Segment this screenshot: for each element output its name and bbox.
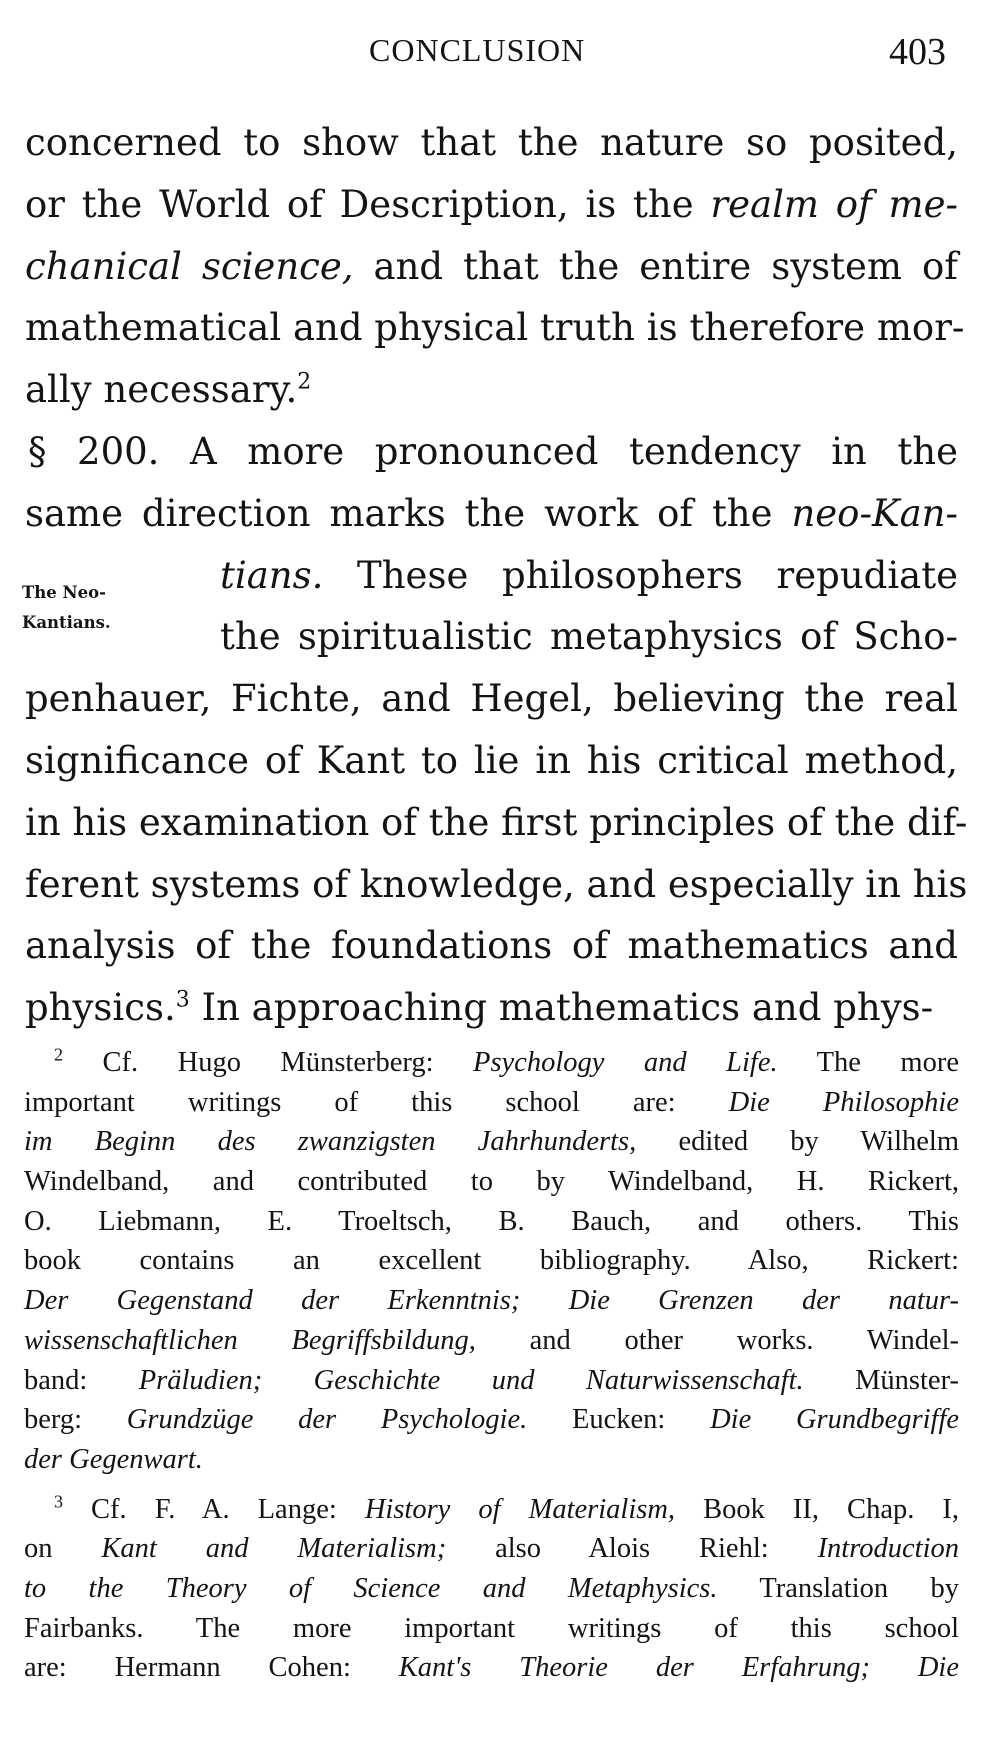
text-run: The more: [777, 1047, 959, 1078]
text-run: in his examination of the first principles of the dif-: [25, 800, 968, 844]
italic-text: Der Gegenstand der Erkenntnis; Die Grenzen der natur-: [24, 1285, 959, 1317]
page-header: [0, 32, 1000, 82]
footnote-line: [24, 1609, 959, 1649]
body-line: [25, 112, 958, 174]
italic-text: der Gegenwart.: [24, 1443, 203, 1475]
footnote-line: [24, 1162, 959, 1202]
italic-text: chanical science,: [25, 244, 354, 288]
text-run: concerned to show that the nature so posited,: [25, 121, 958, 164]
body-text: [25, 112, 968, 1039]
text-run: In approaching mathematics and phys-: [189, 986, 934, 1030]
text-run: significance of Kant to lie in his critical method,: [25, 738, 958, 782]
text-run: Translation by: [717, 1572, 960, 1604]
body-line: [25, 606, 958, 668]
footnote: [24, 1490, 959, 1688]
text-run: the spiritualistic metaphysics of Scho-: [220, 615, 958, 659]
italic-text: Kant's Theorie der Erfahrung; Die: [398, 1652, 960, 1684]
text-run: same direction marks the work of the: [25, 491, 792, 535]
italic-text: Introduction: [817, 1533, 959, 1565]
italic-text: im Beginn des zwanzigsten Jahrhunderts,: [24, 1126, 637, 1158]
text-run: Eucken:: [527, 1404, 711, 1436]
footnote-line: [24, 1361, 959, 1401]
italic-text: Kant and Materialism;: [101, 1533, 447, 1565]
text-run: Fairbanks. The more important writings of this school: [24, 1612, 959, 1644]
text-run: Münster-: [803, 1364, 959, 1396]
footnote: [24, 1043, 959, 1480]
text-run: or the World of Description, is the: [25, 182, 711, 226]
italic-text: to the Theory of Science and Metaphysics.: [24, 1572, 718, 1604]
footnote-reference: 2: [297, 369, 312, 395]
footnote-mark: 2: [54, 1044, 63, 1065]
body-line: [25, 174, 958, 236]
text-run: and that the entire system of: [353, 244, 958, 288]
body-line: [25, 236, 958, 298]
footnote-line: [24, 1529, 959, 1569]
footnote-line: [24, 1490, 959, 1530]
footnote-line: [24, 1202, 959, 1242]
marginal-note-line: The Neo-: [22, 583, 106, 602]
footnote-line: [24, 1440, 959, 1480]
footnote-mark: 3: [54, 1491, 63, 1512]
italic-text: Präludien; Geschichte und Naturwissenschaft.: [138, 1364, 804, 1396]
text-run: O. Liebmann, E. Troeltsch, B. Bauch, and others. This: [24, 1205, 959, 1237]
footnote-gap: [24, 1480, 959, 1490]
body-line: [25, 668, 958, 730]
body-line: [25, 545, 958, 607]
body-line: [25, 421, 958, 483]
text-run: Cf. Hugo Münsterberg:: [102, 1047, 474, 1078]
italic-text: Psychology and Life.: [473, 1047, 778, 1078]
text-run: Windelband, and contributed to by Windelband, H. Rickert,: [24, 1166, 959, 1198]
text-run: important writings of this school are:: [24, 1086, 729, 1118]
body-line: [25, 977, 958, 1039]
footnote-line: [24, 1083, 959, 1123]
text-run: ally necessary.: [25, 368, 298, 412]
italic-text: wissenschaftlichen Begriffsbildung,: [24, 1324, 476, 1356]
page-number: 403: [889, 31, 946, 73]
text-run: physics.: [25, 986, 176, 1030]
text-run: edited by Wilhelm: [636, 1126, 959, 1158]
footnote-line: [24, 1321, 959, 1361]
running-title: CONCLUSION: [369, 32, 586, 68]
italic-text: Die Philosophie: [728, 1086, 959, 1118]
italic-text: tians.: [220, 553, 324, 597]
marginal-note-line: Kantians.: [22, 613, 111, 632]
text-run: on: [24, 1533, 102, 1565]
text-run: Book II, Chap. I,: [675, 1493, 959, 1525]
footnote-line: [24, 1281, 959, 1321]
body-line: [25, 792, 968, 854]
body-line: [25, 730, 958, 792]
footnote-line: [24, 1400, 959, 1440]
text-run: band:: [24, 1364, 139, 1396]
body-line: [25, 915, 958, 977]
text-run: § 200. A more pronounced tendency in the: [28, 429, 958, 473]
italic-text: Grundzüge der Psychologie.: [126, 1404, 528, 1436]
text-run: penhauer, Fichte, and Hegel, believing the real: [25, 677, 958, 721]
footnote-line: [24, 1569, 959, 1609]
italic-text: Die Grundbegriffe: [710, 1404, 960, 1436]
text-run: ferent systems of knowledge, and especially in his: [25, 862, 968, 906]
body-line: [25, 854, 968, 916]
text-run: also Alois Riehl:: [446, 1533, 818, 1565]
text-run: analysis of the foundations of mathematics and: [25, 924, 958, 968]
italic-text: neo-Kan-: [791, 491, 958, 535]
text-run: mathematical and physical truth is therefore mor-: [25, 306, 965, 350]
footnote-line: [24, 1241, 959, 1281]
italic-text: realm of me-: [710, 182, 958, 226]
footnote-reference: 3: [175, 987, 190, 1013]
text-run: are: Hermann Cohen:: [24, 1652, 399, 1684]
body-line: [25, 359, 958, 421]
text-run: and other works. Windel-: [475, 1324, 959, 1356]
italic-text: History of Materialism,: [364, 1493, 676, 1525]
text-run: These philosophers repudiate: [323, 553, 958, 597]
footnotes: [24, 1043, 959, 1688]
text-run: berg:: [24, 1404, 127, 1436]
text-run: book contains an excellent bibliography. Also, Rickert:: [24, 1245, 959, 1277]
body-line: [25, 483, 958, 545]
footnote-line: [24, 1648, 959, 1688]
text-run: Cf. F. A. Lange:: [91, 1493, 365, 1525]
footnote-line: [24, 1122, 959, 1162]
footnote-line: [24, 1043, 959, 1083]
body-line: [25, 297, 965, 359]
